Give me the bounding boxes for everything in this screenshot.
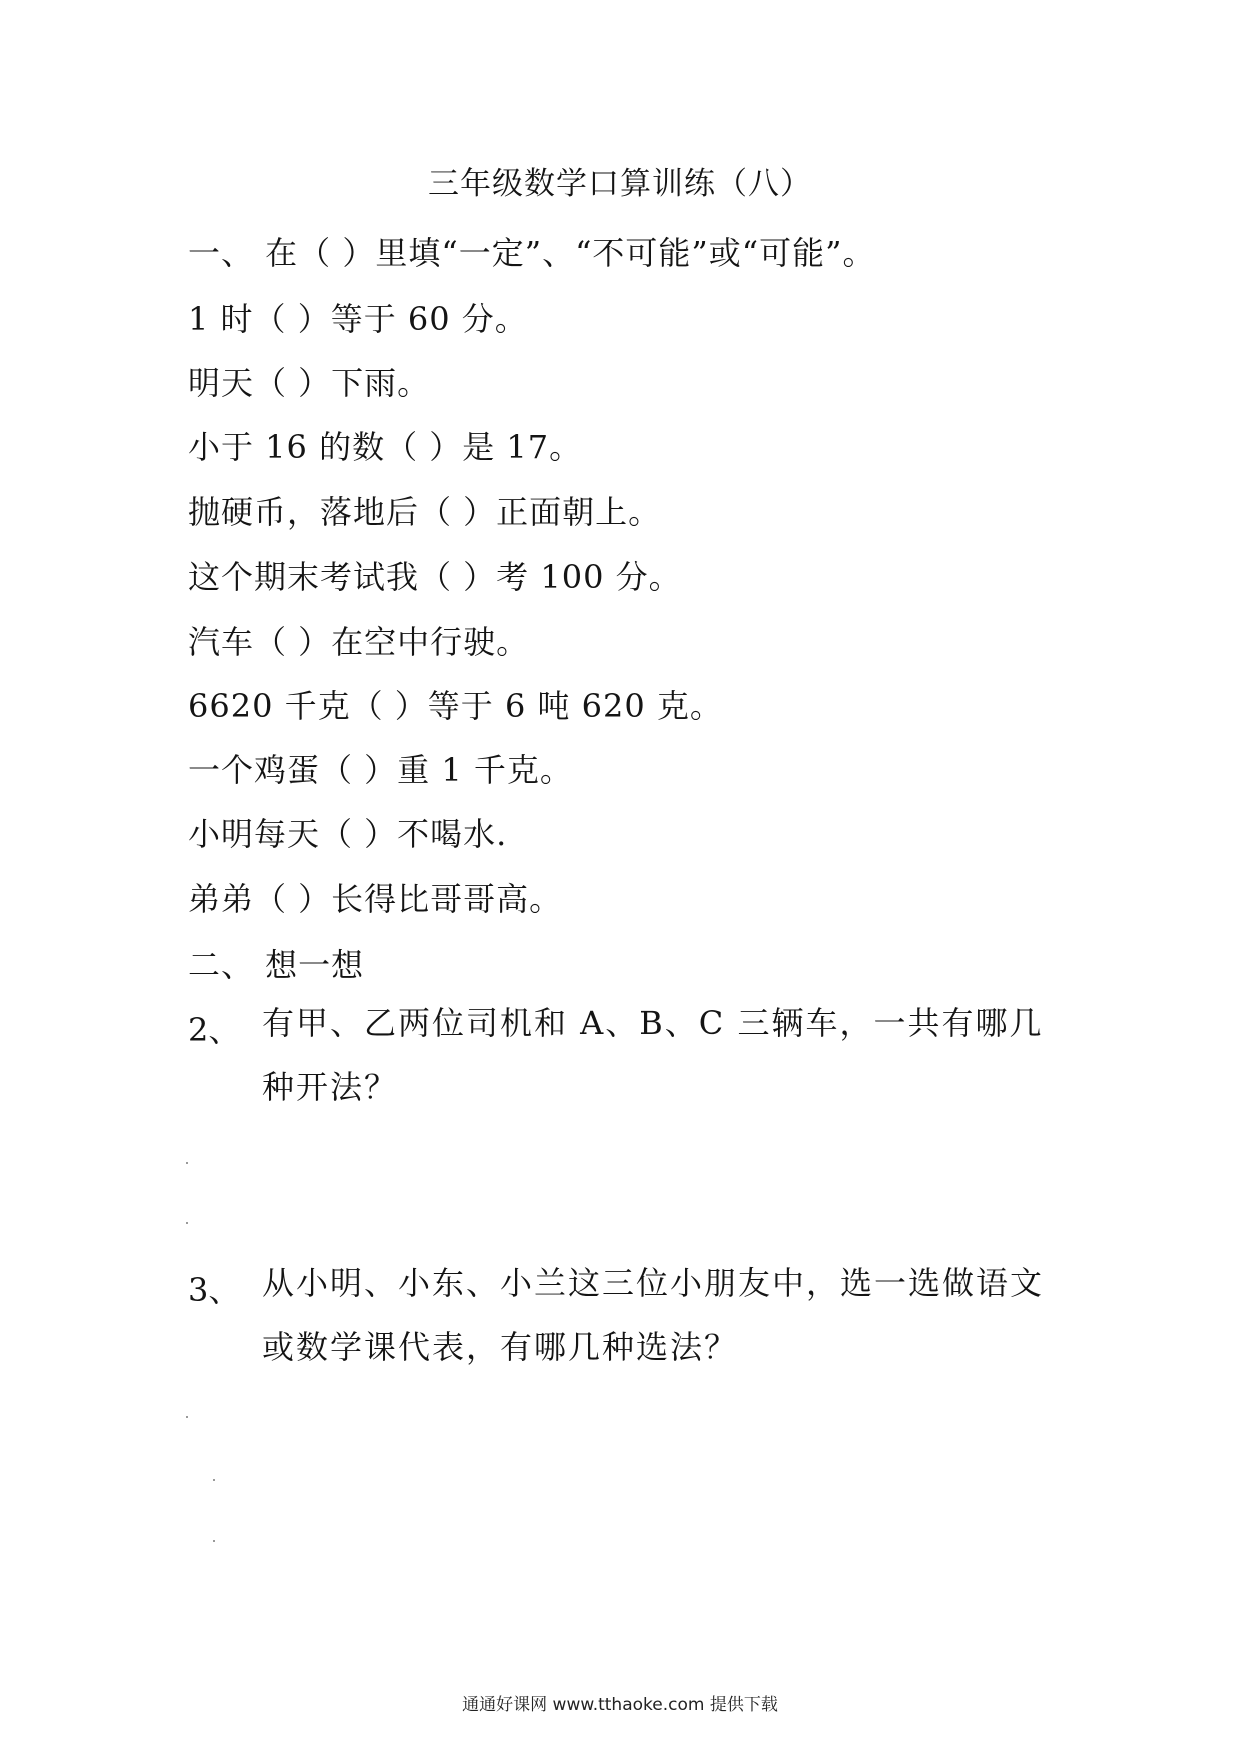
section2-heading: 二、 想一想 <box>188 946 365 984</box>
scan-speck <box>186 1222 188 1224</box>
fill-item: 6620 千克（ ）等于 6 吨 620 克。 <box>188 687 723 725</box>
scan-speck <box>186 1162 188 1164</box>
question-number: 3、 <box>188 1271 241 1309</box>
fill-item: 小于 16 的数（ ）是 17。 <box>188 428 583 466</box>
question-text: 有甲、乙两位司机和 A、B、C 三辆车，一共有哪几种开法？ <box>262 1004 1044 1106</box>
scan-speck <box>213 1540 215 1542</box>
fill-item: 这个期末考试我（ ）考 100 分。 <box>188 558 682 596</box>
scan-speck <box>186 1416 188 1418</box>
fill-item: 汽车（ ）在空中行驶。 <box>188 623 530 661</box>
question-number: 2、 <box>188 1011 241 1049</box>
fill-item: 一个鸡蛋（ ）重 1 千克。 <box>188 751 573 789</box>
fill-item: 1 时（ ）等于 60 分。 <box>188 300 528 338</box>
fill-item: 明天（ ）下雨。 <box>188 364 431 402</box>
scan-speck <box>213 1479 215 1481</box>
section1-heading: 一、 在（ ）里填“一定”、“不可能”或“可能”。 <box>188 234 876 272</box>
fill-item: 弟弟（ ）长得比哥哥高。 <box>188 880 563 918</box>
page-title: 三年级数学口算训练（八） <box>428 166 812 202</box>
footer-credit: 通通好课网 www.tthaoke.com 提供下载 <box>462 1695 778 1715</box>
fill-item: 抛硬币，落地后（ ）正面朝上。 <box>188 493 662 531</box>
question-text: 从小明、小东、小兰这三位小朋友中，选一选做语文或数学课代表，有哪几种选法？ <box>262 1264 1045 1366</box>
fill-item: 小明每天（ ）不喝水. <box>188 815 508 853</box>
